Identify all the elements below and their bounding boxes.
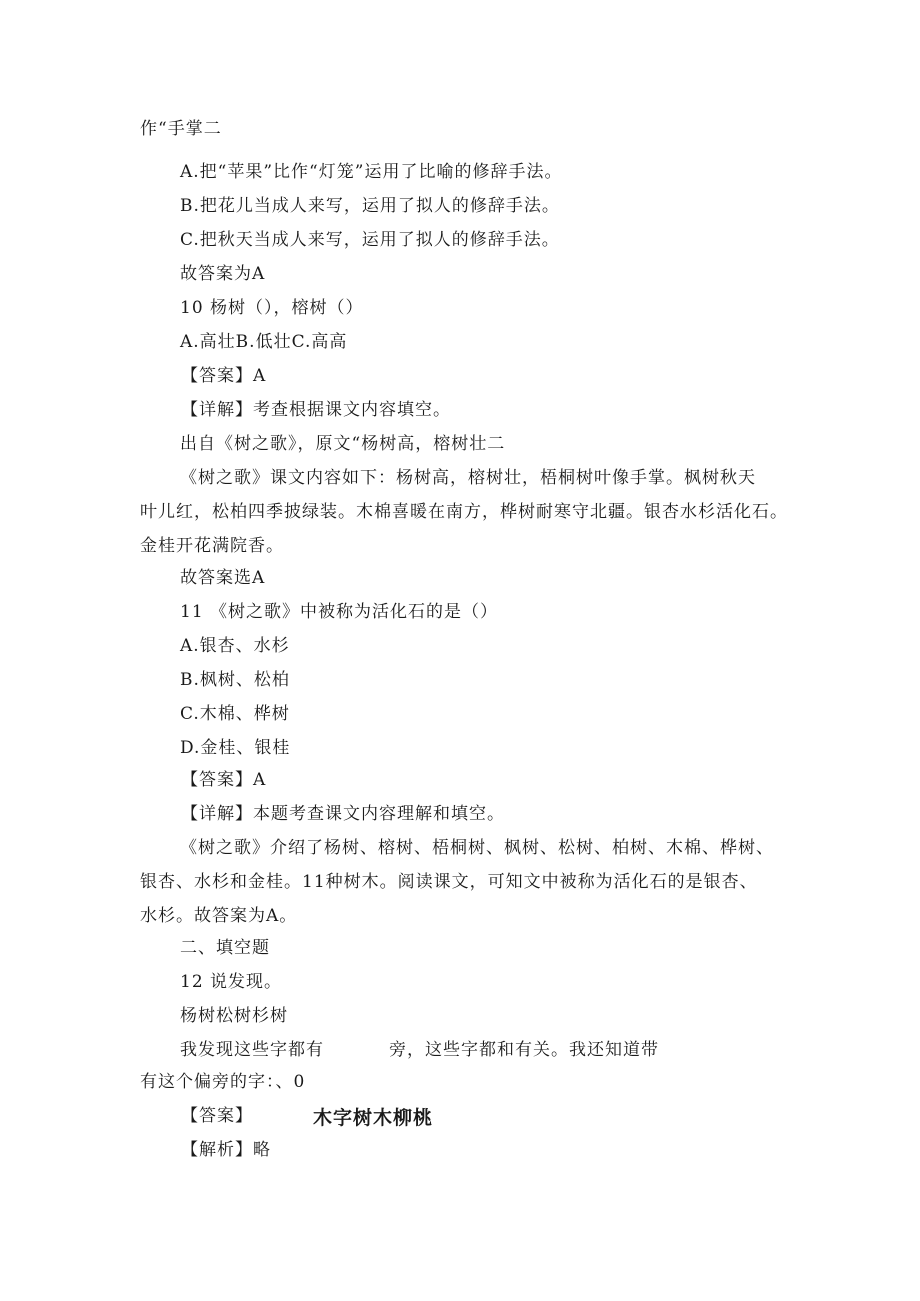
explanation-label: 【详解】本题考查课文内容理解和填空。 [181,804,505,824]
text-line: 叶儿红，松柏四季披绿装。木棉喜暖在南方，桦树耐寒守北疆。银杏水杉活化石。 [140,502,788,522]
explanation-label: 【详解】考查根据课文内容填空。 [181,400,451,420]
text-line: 有这个偏旁的字：、0 [140,1072,306,1092]
text-line: 金桂开花满院香。 [140,536,284,556]
question-10-options: A.高壮B.低壮C.高高 [180,332,348,352]
text-line: 水杉。故答案为A。 [140,906,298,926]
analysis-label: 【解析】略 [181,1140,271,1160]
section-heading: 二、填空题 [180,938,270,958]
text-line: 旁，这些字都和有关。我还知道带 [389,1040,659,1060]
option-b: B.把花儿当成人来写，运用了拟人的修辞手法。 [180,196,560,216]
option-b: B.枫树、松柏 [180,670,290,690]
conclusion: 故答案为A [180,264,266,284]
option-c: C.把秋天当成人来写，运用了拟人的修辞手法。 [180,230,560,250]
question-11: 11 《树之歌》中被称为活化石的是（） [180,602,499,622]
option-d: D.金桂、银桂 [180,738,291,758]
answer-value: 木字树木柳桃 [313,1107,434,1129]
option-a: A.银杏、水杉 [180,636,290,656]
question-12: 12 说发现。 [180,972,283,992]
text-line: 《树之歌》课文内容如下：杨树高，榕树壮，梧桐树叶像手掌。枫树秋天 [180,468,756,488]
text-line: 银杏、水杉和金桂。11种树木。阅读课文，可知文中被称为活化石的是银杏、 [140,872,758,892]
conclusion: 故答案选A [180,568,266,588]
text-line: 杨树松树杉树 [180,1006,288,1026]
question-10: 10 杨树（），榕树（） [180,298,364,318]
text-line: 《树之歌》介绍了杨树、榕树、梧桐树、枫树、松树、柏树、木棉、桦树、 [180,838,774,858]
option-c: C.木棉、桦树 [180,704,290,724]
answer-label: 【答案】A [181,366,267,386]
text-line: 出自《树之歌》，原文“杨树高，榕树壮二 [180,434,506,454]
answer-label: 【答案】A [181,770,267,790]
option-a: A.把“苹果”比作“灯笼”运用了比喻的修辞手法。 [180,162,563,182]
text-line: 我发现这些字都有 [180,1040,324,1060]
answer-label: 【答案】 [181,1106,253,1126]
text-line: 作“手掌二 [140,119,222,139]
